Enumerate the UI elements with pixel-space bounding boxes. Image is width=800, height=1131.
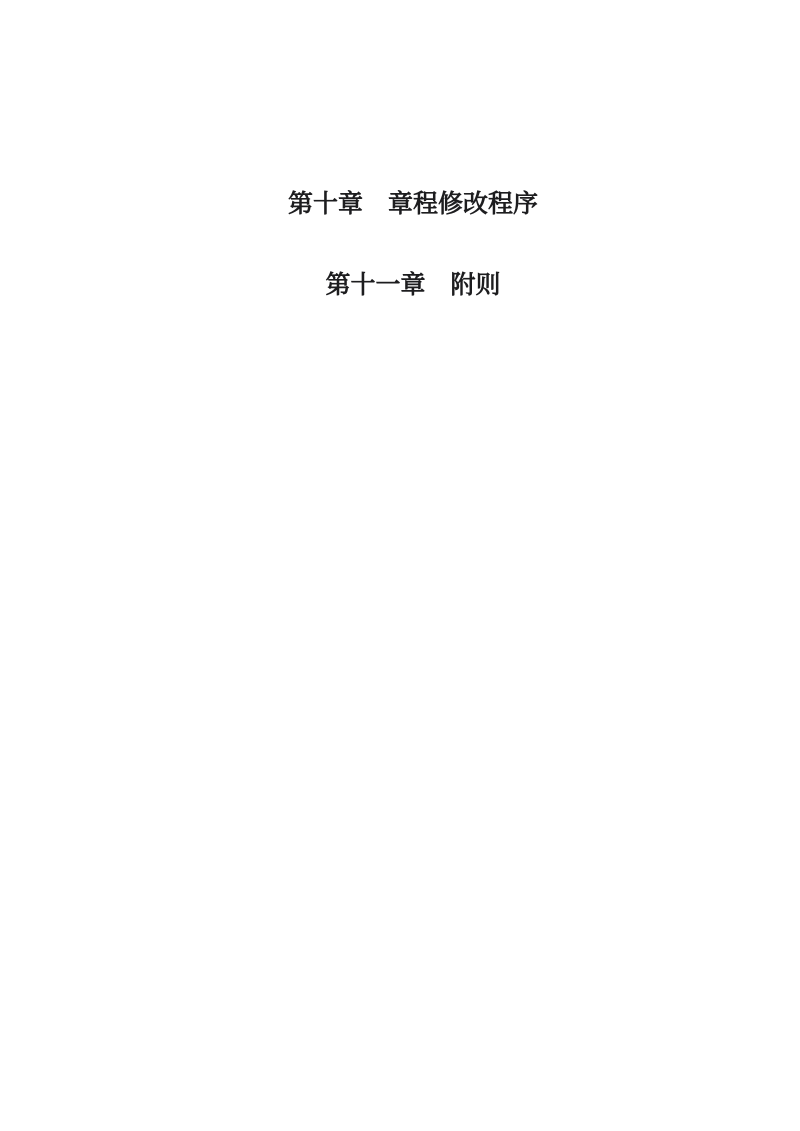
chapter-heading: 第十一章 附则	[325, 271, 501, 299]
chapter-heading: 第十章 章程修改程序	[287, 190, 538, 218]
document-content	[0, 0, 800, 305]
